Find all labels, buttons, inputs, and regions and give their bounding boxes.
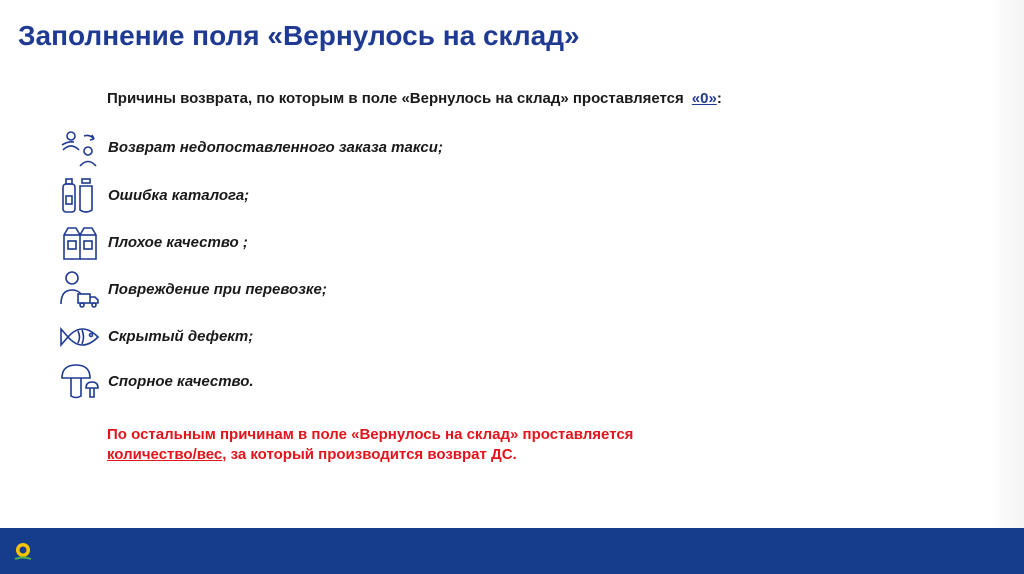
reason-label: Повреждение при перевозке; (108, 281, 327, 298)
fish-icon (58, 317, 102, 357)
reason-label: Ошибка каталога; (108, 187, 250, 204)
reason-item (58, 270, 658, 310)
reasons-intro (107, 90, 722, 107)
reason-item (58, 317, 658, 357)
reason-label: Скрытый дефект; (108, 328, 254, 345)
note-underlined: количество/вес (107, 446, 223, 463)
milk-cartons-icon (58, 223, 102, 263)
reason-item (58, 223, 658, 263)
reason-label: Спорное качество. (108, 373, 254, 390)
reason-label: Возврат недопоставленного заказа такси; (108, 139, 443, 156)
reason-label: Плохое качество ; (108, 234, 248, 251)
reason-item (58, 128, 658, 168)
other-reasons-note (107, 425, 747, 465)
courier-truck-icon (58, 270, 102, 310)
reasons-intro-suffix: : (716, 90, 722, 107)
bottles-icon (58, 176, 102, 216)
reason-item (58, 362, 658, 402)
note-line1: По остальным причинам в поле «Вернулось на склад» проставляется (107, 426, 634, 443)
page-title: Заполнение поля «Вернулось на склад» (18, 20, 580, 51)
zero-value: «0» (691, 90, 717, 107)
note-line2: , за который производится возврат ДС. (222, 446, 517, 463)
sunflower-logo-icon (12, 540, 34, 562)
reason-item (58, 176, 658, 216)
mushrooms-icon (58, 362, 102, 402)
reasons-intro-text: Причины возврата, по которым в поле «Вернулось на склад» проставляется (107, 90, 684, 107)
footer-bar (0, 528, 1024, 574)
people-swap-icon (58, 128, 102, 168)
right-edge-shade (990, 0, 1024, 528)
